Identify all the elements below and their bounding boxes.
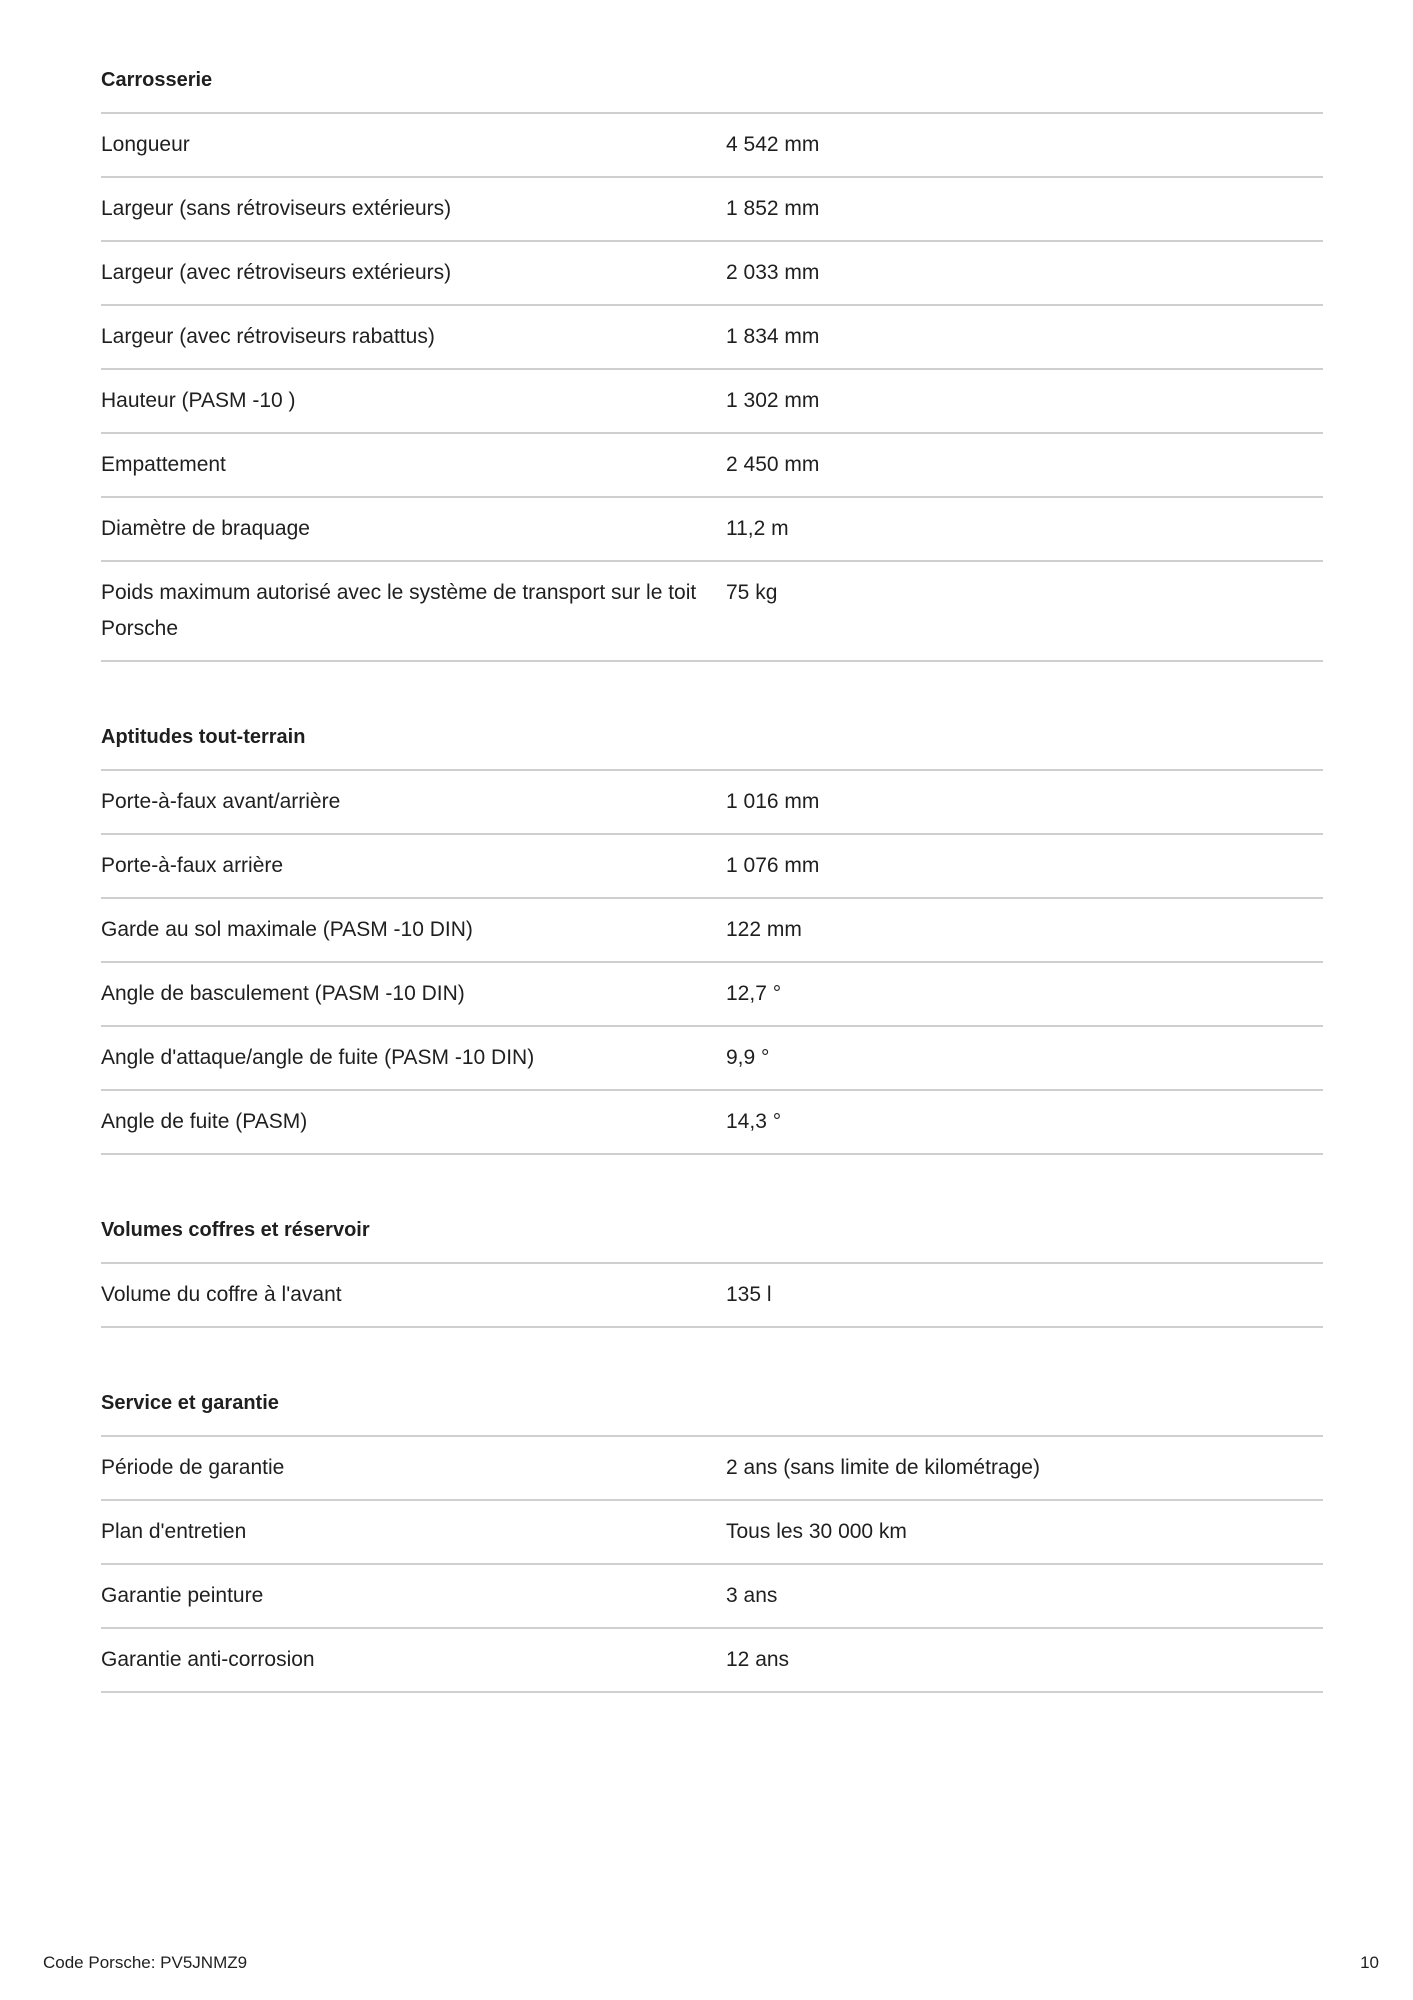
spec-row [101,1027,1323,1091]
spec-row [101,1629,1323,1693]
spec-label: Empattement [101,453,226,476]
spec-label: Garantie peinture [101,1584,264,1607]
spec-value: 12,7 ° [726,982,782,1005]
section-aptitudes-tout-terrain [101,727,1323,1155]
spec-label: Angle de basculement (PASM -10 DIN) [101,982,465,1005]
spec-row [101,562,1323,662]
spec-label: Largeur (sans rétroviseurs extérieurs) [101,197,452,220]
spec-row [101,114,1323,178]
spec-row [101,1091,1323,1155]
spec-value: 4 542 mm [726,133,820,156]
spec-row [101,1264,1323,1328]
spec-row [101,370,1323,434]
spec-label: Angle d'attaque/angle de fuite (PASM -10 DIN) [101,1046,535,1069]
spec-value: 14,3 ° [726,1110,782,1133]
spec-value: 1 016 mm [726,790,820,813]
spec-row [101,963,1323,1027]
spec-value: 2 ans (sans limite de kilométrage) [726,1456,1040,1479]
spec-document [101,70,1323,1758]
porsche-code: Code Porsche: PV5JNMZ9 [43,1953,248,1972]
spec-row [101,1565,1323,1629]
spec-value: 2 450 mm [726,453,820,476]
spec-value: 11,2 m [726,517,789,540]
spec-label: Diamètre de braquage [101,517,310,540]
spec-value: 1 852 mm [726,197,820,220]
spec-value: Tous les 30 000 km [726,1520,907,1543]
section-service-garantie [101,1393,1323,1693]
spec-value: 75 kg [726,581,778,604]
spec-value: 2 033 mm [726,261,820,284]
spec-label: Porte-à-faux avant/arrière [101,790,341,813]
page-number: 10 [1360,1953,1379,1972]
spec-value: 135 l [726,1283,772,1306]
spec-label: Volume du coffre à l'avant [101,1283,342,1306]
spec-row [101,771,1323,835]
spec-label: Garde au sol maximale (PASM -10 DIN) [101,918,473,941]
spec-label: Hauteur (PASM -10 ) [101,389,296,412]
spec-label: Poids maximum autorisé avec le système de transport sur le toit Porsche [101,581,697,640]
section-title: Volumes coffres et réservoir [101,1220,1323,1264]
section-volumes-coffres-reservoir [101,1220,1323,1328]
section-carrosserie [101,70,1323,662]
spec-value: 9,9 ° [726,1046,770,1069]
spec-value: 122 mm [726,918,802,941]
spec-row [101,899,1323,963]
spec-row [101,498,1323,562]
spec-row [101,835,1323,899]
section-title: Service et garantie [101,1393,1323,1437]
spec-value: 1 302 mm [726,389,820,412]
spec-row [101,434,1323,498]
spec-label: Largeur (avec rétroviseurs extérieurs) [101,261,452,284]
spec-value: 1 834 mm [726,325,820,348]
section-title: Aptitudes tout-terrain [101,727,1323,771]
spec-row [101,178,1323,242]
spec-row [101,1501,1323,1565]
spec-label: Garantie anti-corrosion [101,1648,315,1671]
spec-label: Largeur (avec rétroviseurs rabattus) [101,325,435,348]
spec-value: 3 ans [726,1584,778,1607]
spec-label: Plan d'entretien [101,1520,247,1543]
section-title: Carrosserie [101,70,1323,114]
spec-row [101,242,1323,306]
spec-label: Longueur [101,133,190,156]
spec-row [101,306,1323,370]
spec-value: 12 ans [726,1648,790,1671]
spec-label: Angle de fuite (PASM) [101,1110,308,1133]
spec-value: 1 076 mm [726,854,820,877]
spec-label: Période de garantie [101,1456,285,1479]
spec-row [101,1437,1323,1501]
spec-label: Porte-à-faux arrière [101,854,284,877]
